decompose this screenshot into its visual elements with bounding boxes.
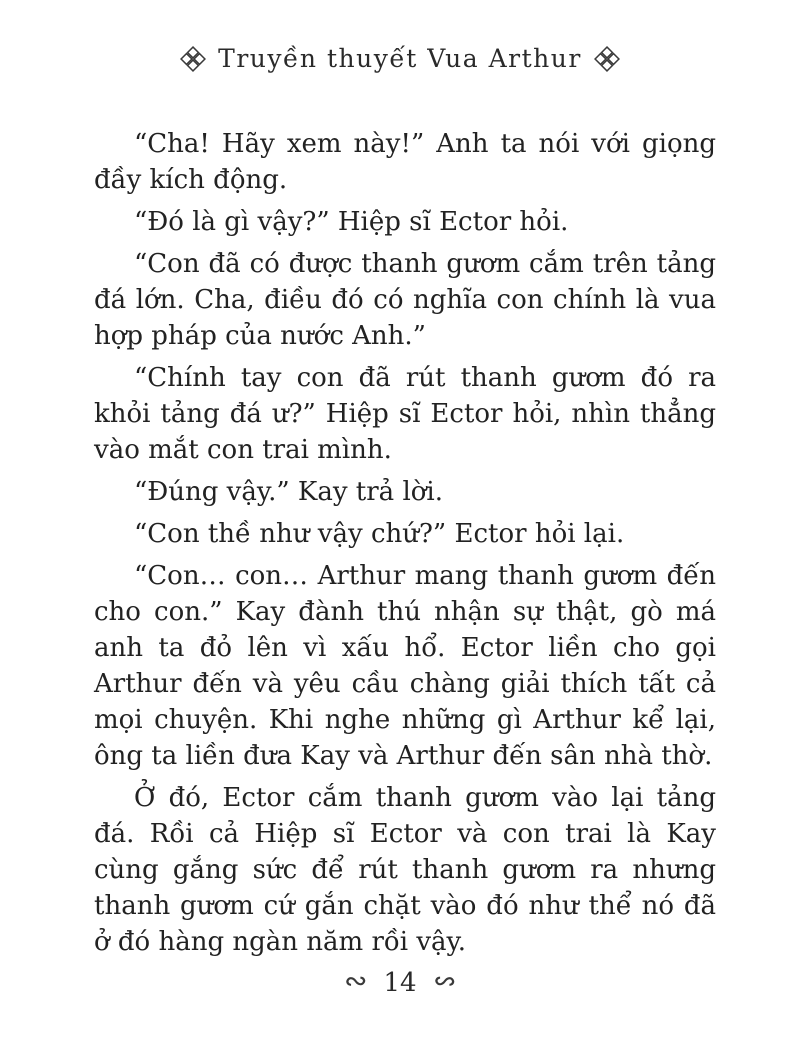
page-body: [94, 126, 716, 966]
paragraph: “Con đã có được thanh gươm cắm trên tảng đá lớn. Cha, điều đó có nghĩa con chính là vua hợp pháp của nước Anh.”: [94, 249, 716, 351]
book-title: Truyền thuyết Vua Arthur: [218, 44, 582, 73]
quatrefoil-knot-icon: [180, 46, 206, 72]
paragraph: “Cha! Hãy xem này!” Anh ta nói với giọng đầy kích động.: [94, 129, 716, 195]
quatrefoil-knot-icon: [594, 46, 620, 72]
swirl-ornament-left-icon: ∾: [343, 964, 368, 997]
paragraph: “Đó là gì vậy?” Hiệp sĩ Ector hỏi.: [134, 207, 569, 237]
swirl-ornament-right-icon: ∾: [432, 964, 457, 997]
paragraph: “Con thề như vậy chứ?” Ector hỏi lại.: [134, 519, 625, 549]
page-header: [0, 44, 800, 73]
paragraph: Ở đó, Ector cắm thanh gươm vào lại tảng đá. Rồi cả Hiệp sĩ Ector và con trai là Kay cùng gắng sức để rút thanh gươm ra nhưng thanh gươm cứ gắn chặt vào đó như thể nó đã ở đó hàng ngàn năm rồi vậy.: [94, 783, 716, 957]
page-footer: [0, 964, 800, 998]
paragraph: “Con… con… Arthur mang thanh gươm đến cho con.” Kay đành thú nhận sự thật, gò má anh ta đỏ lên vì xấu hổ. Ector liền cho gọi Arthur đến và yêu cầu chàng giải thích tất cả mọi chuyện. Khi nghe những gì Arthur kể lại, ông ta liền đưa Kay và Arthur đến sân nhà thờ.: [94, 561, 716, 771]
paragraph: “Chính tay con đã rút thanh gươm đó ra khỏi tảng đá ư?” Hiệp sĩ Ector hỏi, nhìn thẳng vào mắt con trai mình.: [94, 363, 716, 465]
paragraph: “Đúng vậy.” Kay trả lời.: [134, 477, 443, 507]
page-number: 14: [383, 968, 417, 998]
